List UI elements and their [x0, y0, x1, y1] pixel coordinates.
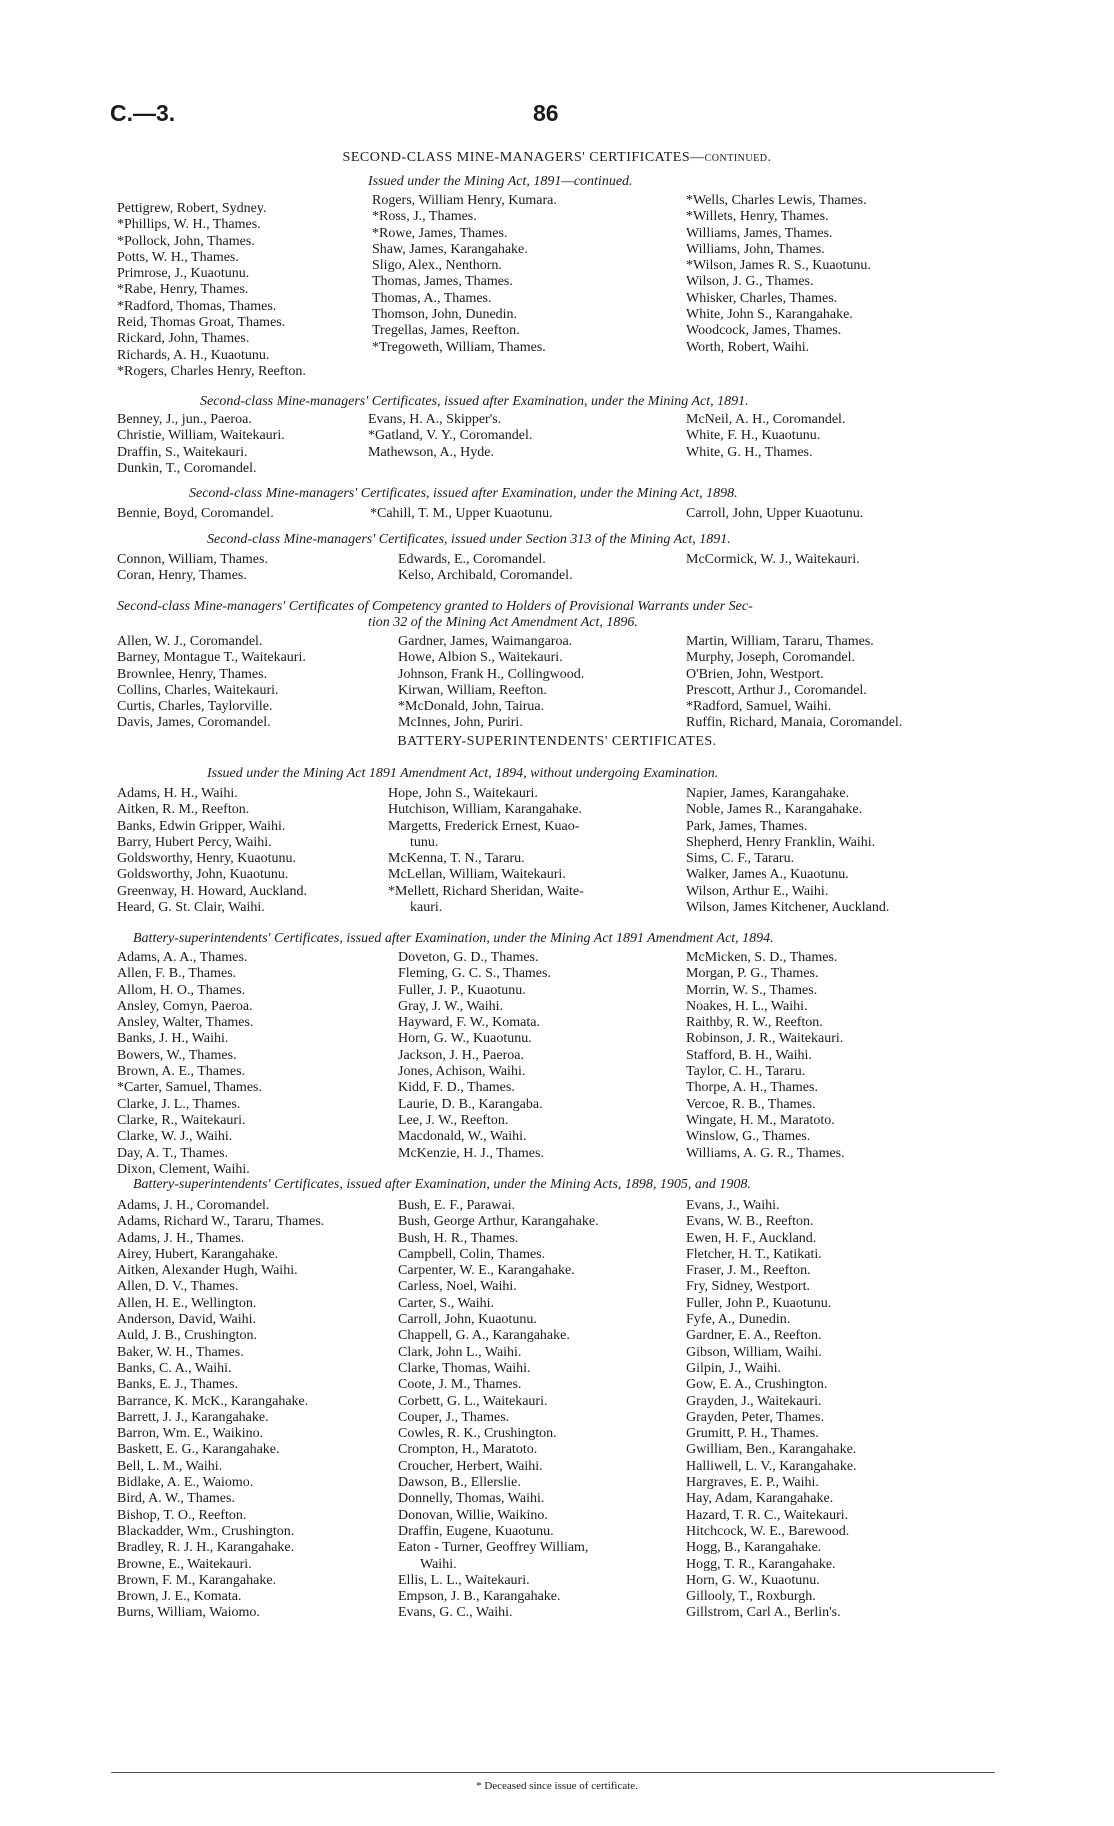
list-item: Thomas, James, Thames.	[372, 274, 513, 290]
list-item: White, F. H., Kuaotunu.	[686, 428, 821, 444]
list-item: Carter, S., Waihi.	[398, 1295, 495, 1311]
list-item: Richards, A. H., Kuaotunu.	[117, 347, 270, 363]
list-item: Hayward, F. W., Komata.	[398, 1015, 540, 1031]
list-item: Croucher, Herbert, Waihi.	[398, 1458, 543, 1474]
list-item: Fuller, John P., Kuaotunu.	[686, 1295, 832, 1311]
list-item: Adams, J. H., Coromandel.	[117, 1198, 270, 1213]
list-item: Carless, Noel, Waihi.	[398, 1279, 517, 1295]
list-item: Anderson, David, Waihi.	[117, 1312, 256, 1328]
list-item: Coran, Henry, Thames.	[117, 568, 247, 584]
list-item: *Radford, Thomas, Thames.	[117, 298, 277, 314]
list-item: Curtis, Charles, Taylorville.	[117, 699, 273, 715]
list-item: McKenzie, H. J., Thames.	[398, 1145, 544, 1161]
list-item: Kelso, Archibald, Coromandel.	[398, 568, 573, 584]
name-column	[117, 412, 285, 477]
list-item: Williams, A. G. R., Thames.	[686, 1145, 845, 1161]
list-item: Taylor, C. H., Tararu.	[686, 1064, 806, 1080]
list-item: Barron, Wm. E., Waikino.	[117, 1426, 264, 1442]
list-item: Sims, C. F., Tararu.	[686, 851, 795, 867]
list-item: Winslow, G., Thames.	[686, 1129, 811, 1145]
list-item: Empson, J. B., Karangahake.	[398, 1589, 561, 1605]
section-caption: Second-class Mine-managers' Certificates, issued after Examination, under the Mining Act, 1891.	[200, 394, 749, 409]
name-column	[117, 552, 268, 585]
list-item: Kidd, F. D., Thames.	[398, 1080, 515, 1096]
name-column	[686, 950, 845, 1162]
list-item: Evans, J., Waihi.	[686, 1198, 780, 1213]
list-item: Banks, E. J., Thames.	[117, 1377, 239, 1393]
list-item: Hitchcock, W. E., Barewood.	[686, 1523, 850, 1539]
list-item: Coote, J. M., Thames.	[398, 1377, 522, 1393]
list-item: Grayden, J., Waitekauri.	[686, 1393, 822, 1409]
list-item: *Ross, J., Thames.	[372, 209, 477, 225]
list-item: Clarke, W. J., Waihi.	[117, 1129, 233, 1145]
list-item: Aitken, Alexander Hugh, Waihi.	[117, 1263, 298, 1279]
list-item: Browne, E., Waitekauri.	[117, 1556, 252, 1572]
section-caption-line2: tion 32 of the Mining Act Amendment Act, 1896.	[368, 615, 638, 630]
list-item: Grayden, Peter, Thames.	[686, 1409, 824, 1425]
list-item: Davis, James, Coromandel.	[117, 715, 271, 731]
list-item: Brown, J. E., Komata.	[117, 1589, 242, 1605]
list-item: Bishop, T. O., Reefton.	[117, 1507, 247, 1523]
list-item: Evans, G. C., Waihi.	[398, 1605, 513, 1621]
list-item: Benney, J., jun., Paeroa.	[117, 412, 252, 427]
list-item: Barrett, J. J., Karangahake.	[117, 1409, 269, 1425]
section-caption-line1: Second-class Mine-managers' Certificates of Competency granted to Holders of Provisional Warrants under Sec-	[117, 599, 753, 614]
list-item: Banks, J. H., Waihi.	[117, 1031, 229, 1047]
list-item: Tregellas, James, Reefton.	[372, 323, 520, 339]
list-item: *Wells, Charles Lewis, Thames.	[686, 193, 867, 208]
list-item: Whisker, Charles, Thames.	[686, 290, 838, 306]
list-item: Doveton, G. D., Thames.	[398, 950, 539, 965]
list-item: White, John S., Karangahake.	[686, 307, 853, 323]
list-item: Clarke, R., Waitekauri.	[117, 1112, 246, 1128]
list-item: Adams, H. H., Waihi.	[117, 786, 238, 801]
list-item: Gibson, William, Waihi.	[686, 1344, 822, 1360]
list-item: Allen, W. J., Coromandel.	[117, 634, 263, 649]
list-item: Hutchison, William, Karangahake.	[388, 802, 582, 818]
list-item: Goldsworthy, John, Kuaotunu.	[117, 867, 289, 883]
list-item: Wingate, H. M., Maratoto.	[686, 1112, 835, 1128]
list-item: *Phillips, W. H., Thames.	[117, 217, 261, 233]
list-item: Morgan, P. G., Thames.	[686, 966, 819, 982]
document-reference: C.—3.	[110, 100, 176, 126]
list-item: Dunkin, T., Coromandel.	[117, 460, 257, 476]
section-caption: Second-class Mine-managers' Certificates, issued after Examination, under the Mining Act, 1898.	[189, 486, 738, 501]
name-column	[686, 193, 871, 356]
list-item: Bell, L. M., Waihi.	[117, 1458, 223, 1474]
list-item: McLellan, William, Waitekauri.	[388, 867, 566, 883]
list-item: *Rogers, Charles Henry, Reefton.	[117, 363, 306, 379]
page-number: 86	[533, 100, 559, 126]
list-item: *Pollock, John, Thames.	[117, 233, 255, 249]
name-column	[117, 634, 306, 732]
list-item: Day, A. T., Thames.	[117, 1145, 229, 1161]
section-caption: Battery-superintendents' Certificates, issued after Examination, under the Mining Act 1891 Amendment Act, 1894.	[133, 931, 774, 946]
list-item: McCormick, W. J., Waitekauri.	[686, 552, 860, 567]
list-item: Morrin, W. S., Thames.	[686, 982, 818, 998]
list-item: Ansley, Comyn, Paeroa.	[117, 998, 253, 1014]
list-item: Barry, Hubert Percy, Waihi.	[117, 834, 272, 850]
list-item: Carroll, John, Kuaotunu.	[398, 1312, 537, 1328]
footnote-rule	[111, 1772, 995, 1773]
list-item: Potts, W. H., Thames.	[117, 249, 239, 265]
list-item: Brownlee, Henry, Thames.	[117, 666, 268, 682]
list-item: Fletcher, H. T., Katikati.	[686, 1246, 822, 1262]
list-item: *Gatland, V. Y., Coromandel.	[368, 428, 533, 444]
list-item: McKenna, T. N., Tararu.	[388, 851, 525, 867]
list-item: Mathewson, A., Hyde.	[368, 444, 494, 460]
list-item: Fyfe, A., Dunedin.	[686, 1312, 791, 1328]
list-item: Prescott, Arthur J., Coromandel.	[686, 682, 867, 698]
list-item: White, G. H., Thames.	[686, 444, 813, 460]
list-item: Draffin, Eugene, Kuaotunu.	[398, 1523, 554, 1539]
list-item: McNeil, A. H., Coromandel.	[686, 412, 846, 427]
list-item: Shepherd, Henry Franklin, Waihi.	[686, 834, 876, 850]
list-item: Rickard, John, Thames.	[117, 331, 250, 347]
list-item: Allom, H. O., Thames.	[117, 982, 246, 998]
list-item: Goldsworthy, Henry, Kuaotunu.	[117, 851, 296, 867]
section-caption: Issued under the Mining Act 1891 Amendment Act, 1894, without undergoing Examination.	[207, 766, 719, 781]
list-item: Adams, J. H., Thames.	[117, 1230, 245, 1246]
list-item: Brown, A. E., Thames.	[117, 1064, 246, 1080]
list-item: *Mellett, Richard Sheridan, Waite-	[388, 883, 584, 899]
list-item: Hargraves, E. P., Waihi.	[686, 1475, 819, 1491]
list-item: Fleming, G. C. S., Thames.	[398, 966, 551, 982]
list-item: Carroll, John, Upper Kuaotunu.	[686, 506, 864, 521]
list-item: Hogg, T. R., Karangahake.	[686, 1556, 836, 1572]
list-item: McInnes, John, Puriri.	[398, 715, 523, 731]
list-item: Gardner, James, Waimangaroa.	[398, 634, 573, 649]
list-item: Wilson, J. G., Thames.	[686, 274, 814, 290]
list-item: Thomson, John, Dunedin.	[372, 307, 518, 323]
name-column	[398, 634, 584, 732]
list-item: Gillstrom, Carl A., Berlin's.	[686, 1605, 841, 1621]
list-item: Ansley, Walter, Thames.	[117, 1015, 254, 1031]
list-item: Hope, John S., Waitekauri.	[388, 786, 538, 801]
list-item: Horn, G. W., Kuaotunu.	[398, 1031, 532, 1047]
list-item: Allen, D. V., Thames.	[117, 1279, 239, 1295]
list-item: Primrose, J., Kuaotunu.	[117, 266, 250, 282]
battery-superintendents-title: BATTERY-SUPERINTENDENTS' CERTIFICATES.	[397, 734, 717, 749]
list-item: Brown, F. M., Karangahake.	[117, 1572, 277, 1588]
list-item: Thomas, A., Thames.	[372, 290, 492, 306]
list-item: Reid, Thomas Groat, Thames.	[117, 315, 286, 331]
list-item: Bush, H. R., Thames.	[398, 1230, 519, 1246]
list-item: Barney, Montague T., Waitekauri.	[117, 650, 306, 666]
list-item: *McDonald, John, Tairua.	[398, 699, 545, 715]
list-item: *Willets, Henry, Thames.	[686, 209, 829, 225]
list-item: Hay, Adam, Karangahake.	[686, 1491, 834, 1507]
list-item: Draffin, S., Waitekauri.	[117, 444, 248, 460]
name-column	[686, 1198, 857, 1622]
list-item: Jackson, J. H., Paeroa.	[398, 1047, 524, 1063]
list-item: Evans, W. B., Reefton.	[686, 1214, 814, 1230]
list-item: Grumitt, P. H., Thames.	[686, 1426, 819, 1442]
list-item: Chappell, G. A., Karangahake.	[398, 1328, 570, 1344]
list-item: Jones, Achison, Waihi.	[398, 1064, 526, 1080]
list-item: Noakes, H. L., Waihi.	[686, 998, 808, 1014]
list-item: Carpenter, W. E., Karangahake.	[398, 1263, 575, 1279]
list-item: Wilson, James Kitchener, Auckland.	[686, 900, 890, 916]
list-item: Cowles, R. K., Crushington.	[398, 1426, 557, 1442]
list-item: *Rabe, Henry, Thames.	[117, 282, 249, 298]
name-column	[686, 506, 863, 522]
list-item: Hazard, T. R. C., Waitekauri.	[686, 1507, 849, 1523]
list-item: Lee, J. W., Reefton.	[398, 1112, 509, 1128]
list-item: Adams, Richard W., Tararu, Thames.	[117, 1214, 325, 1230]
list-item: Auld, J. B., Crushington.	[117, 1328, 258, 1344]
list-item: Burns, William, Waiomo.	[117, 1605, 260, 1621]
list-item: tunu.	[410, 834, 439, 850]
list-item: Woodcock, James, Thames.	[686, 323, 842, 339]
name-column	[372, 193, 557, 356]
name-column	[686, 552, 860, 568]
list-item: Crompton, H., Maratoto.	[398, 1442, 538, 1458]
list-item: Aitken, R. M., Reefton.	[117, 802, 250, 818]
list-item: Gardner, E. A., Reefton.	[686, 1328, 822, 1344]
list-item: Banks, C. A., Waihi.	[117, 1360, 232, 1376]
list-item: Clarke, J. L., Thames.	[117, 1096, 241, 1112]
list-item: Sligo, Alex., Nenthorn.	[372, 258, 502, 274]
name-column	[368, 412, 532, 461]
list-item: *Rowe, James, Thames.	[372, 225, 508, 241]
list-item: Eaton - Turner, Geoffrey William,	[398, 1540, 589, 1556]
list-item: Collins, Charles, Waitekauri.	[117, 682, 279, 698]
name-column	[117, 950, 262, 1178]
list-item: Heard, G. St. Clair, Waihi.	[117, 900, 265, 916]
list-item: Bidlake, A. E., Waiomo.	[117, 1475, 254, 1491]
section-caption: Battery-superintendents' Certificates, issued after Examination, under the Mining Acts, 1898, 1905, and 1908.	[133, 1177, 751, 1192]
list-item: Raithby, R. W., Reefton.	[686, 1015, 823, 1031]
list-item: Horn, G. W., Kuaotunu.	[686, 1572, 820, 1588]
footnote: * Deceased since issue of certificate.	[476, 1780, 638, 1792]
list-item: *Radford, Samuel, Waihi.	[686, 699, 832, 715]
list-item: Margetts, Frederick Ernest, Kuao-	[388, 818, 580, 834]
list-item: Airey, Hubert, Karangahake.	[117, 1246, 279, 1262]
list-item: Bush, George Arthur, Karangahake.	[398, 1214, 599, 1230]
list-item: Banks, Edwin Gripper, Waihi.	[117, 818, 286, 834]
list-item: Gow, E. A., Crushington.	[686, 1377, 828, 1393]
list-item: Napier, James, Karangahake.	[686, 786, 850, 801]
list-item: Howe, Albion S., Waitekauri.	[398, 650, 563, 666]
name-column	[686, 786, 889, 916]
list-item: Williams, John, Thames.	[686, 241, 825, 257]
list-item: Baker, W. H., Thames.	[117, 1344, 244, 1360]
list-item: Greenway, H. Howard, Auckland.	[117, 883, 307, 899]
list-item: Ewen, H. F., Auckland.	[686, 1230, 817, 1246]
name-column	[398, 950, 551, 1162]
list-item: Kirwan, William, Reefton.	[398, 682, 547, 698]
list-item: Gilpin, J., Waihi.	[686, 1360, 782, 1376]
list-item: Fuller, J. P., Kuaotunu.	[398, 982, 526, 998]
list-item: Laurie, D. B., Karangaba.	[398, 1096, 543, 1112]
list-item: Evans, H. A., Skipper's.	[368, 412, 502, 427]
list-item: Pettigrew, Robert, Sydney.	[117, 201, 267, 216]
list-item: *Wilson, James R. S., Kuaotunu.	[686, 258, 871, 274]
list-item: Fry, Sidney, Westport.	[686, 1279, 810, 1295]
list-item: Bowers, W., Thames.	[117, 1047, 237, 1063]
list-item: Baskett, E. G., Karangahake.	[117, 1442, 280, 1458]
list-item: Macdonald, W., Waihi.	[398, 1129, 527, 1145]
list-item: *Carter, Samuel, Thames.	[117, 1080, 262, 1096]
list-item: Ellis, L. L., Waitekauri.	[398, 1572, 530, 1588]
list-item: Bush, E. F., Parawai.	[398, 1198, 516, 1213]
list-item: Rogers, William Henry, Kumara.	[372, 193, 557, 208]
name-column	[398, 552, 573, 585]
list-item: Allen, H. E., Wellington.	[117, 1295, 257, 1311]
name-column	[117, 786, 307, 916]
list-item: Ruffin, Richard, Manaia, Coromandel.	[686, 715, 903, 731]
list-item: Waihi.	[420, 1556, 457, 1572]
list-item: Bradley, R. J. H., Karangahake.	[117, 1540, 295, 1556]
list-item: Shaw, James, Karangahake.	[372, 241, 528, 257]
list-item: Stafford, B. H., Waihi.	[686, 1047, 812, 1063]
list-item: Fraser, J. M., Reefton.	[686, 1263, 811, 1279]
list-item: Wilson, Arthur E., Waihi.	[686, 883, 829, 899]
list-item: Gillooly, T., Roxburgh.	[686, 1589, 816, 1605]
list-item: Halliwell, L. V., Karangahake.	[686, 1458, 857, 1474]
list-item: Connon, William, Thames.	[117, 552, 268, 567]
name-column	[117, 506, 274, 522]
list-item: Vercoe, R. B., Thames.	[686, 1096, 816, 1112]
list-item: Murphy, Joseph, Coromandel.	[686, 650, 856, 666]
list-item: Allen, F. B., Thames.	[117, 966, 237, 982]
list-item: Bennie, Boyd, Coromandel.	[117, 506, 274, 521]
list-item: Edwards, E., Coromandel.	[398, 552, 546, 567]
list-item: kauri.	[410, 900, 443, 916]
list-item: O'Brien, John, Westport.	[686, 666, 824, 682]
list-item: Robinson, J. R., Waitekauri.	[686, 1031, 844, 1047]
section-caption: Second-class Mine-managers' Certificates, issued under Section 313 of the Mining Act, 1891.	[207, 532, 731, 547]
list-item: McMicken, S. D., Thames.	[686, 950, 838, 965]
list-item: Christie, William, Waitekauri.	[117, 428, 285, 444]
list-item: Clarke, Thomas, Waihi.	[398, 1360, 531, 1376]
list-item: Donovan, Willie, Waikino.	[398, 1507, 548, 1523]
list-item: Gwilliam, Ben., Karangahake.	[686, 1442, 857, 1458]
list-item: Williams, James, Thames.	[686, 225, 833, 241]
name-column	[686, 634, 902, 732]
list-item: Martin, William, Tararu, Thames.	[686, 634, 874, 649]
section-caption: Issued under the Mining Act, 1891—continued.	[368, 174, 633, 189]
list-item: Couper, J., Thames.	[398, 1409, 510, 1425]
list-item: Thorpe, A. H., Thames.	[686, 1080, 818, 1096]
name-column	[117, 201, 306, 380]
list-item: Walker, James A., Kuaotunu.	[686, 867, 849, 883]
list-item: Hogg, B., Karangahake.	[686, 1540, 822, 1556]
list-item: Campbell, Colin, Thames.	[398, 1246, 546, 1262]
list-item: Park, James, Thames.	[686, 818, 808, 834]
name-column	[686, 412, 845, 461]
list-item: *Cahill, T. M., Upper Kuaotunu.	[370, 506, 553, 521]
list-item: Donnelly, Thomas, Waihi.	[398, 1491, 545, 1507]
list-item: Dawson, B., Ellerslie.	[398, 1475, 521, 1491]
list-item: Corbett, G. L., Waitekauri.	[398, 1393, 548, 1409]
name-column	[388, 786, 584, 916]
list-item: Worth, Robert, Waihi.	[686, 339, 810, 355]
list-item: Blackadder, Wm., Crushington.	[117, 1523, 295, 1539]
section-title-continued: SECOND-CLASS MINE-MANAGERS' CERTIFICATES—continued.	[342, 150, 772, 165]
list-item: Clark, John L., Waihi.	[398, 1344, 522, 1360]
list-item: Johnson, Frank H., Collingwood.	[398, 666, 585, 682]
list-item: Gray, J. W., Waihi.	[398, 998, 504, 1014]
list-item: Dixon, Clement, Waihi.	[117, 1161, 250, 1177]
list-item: Bird, A. W., Thames.	[117, 1491, 235, 1507]
list-item: Noble, James R., Karangahake.	[686, 802, 863, 818]
list-item: Adams, A. A., Thames.	[117, 950, 248, 965]
list-item: Barrance, K. McK., Karangahake.	[117, 1393, 309, 1409]
name-column	[370, 506, 553, 522]
name-column	[398, 1198, 599, 1622]
list-item: *Tregoweth, William, Thames.	[372, 339, 546, 355]
name-column	[117, 1198, 324, 1622]
